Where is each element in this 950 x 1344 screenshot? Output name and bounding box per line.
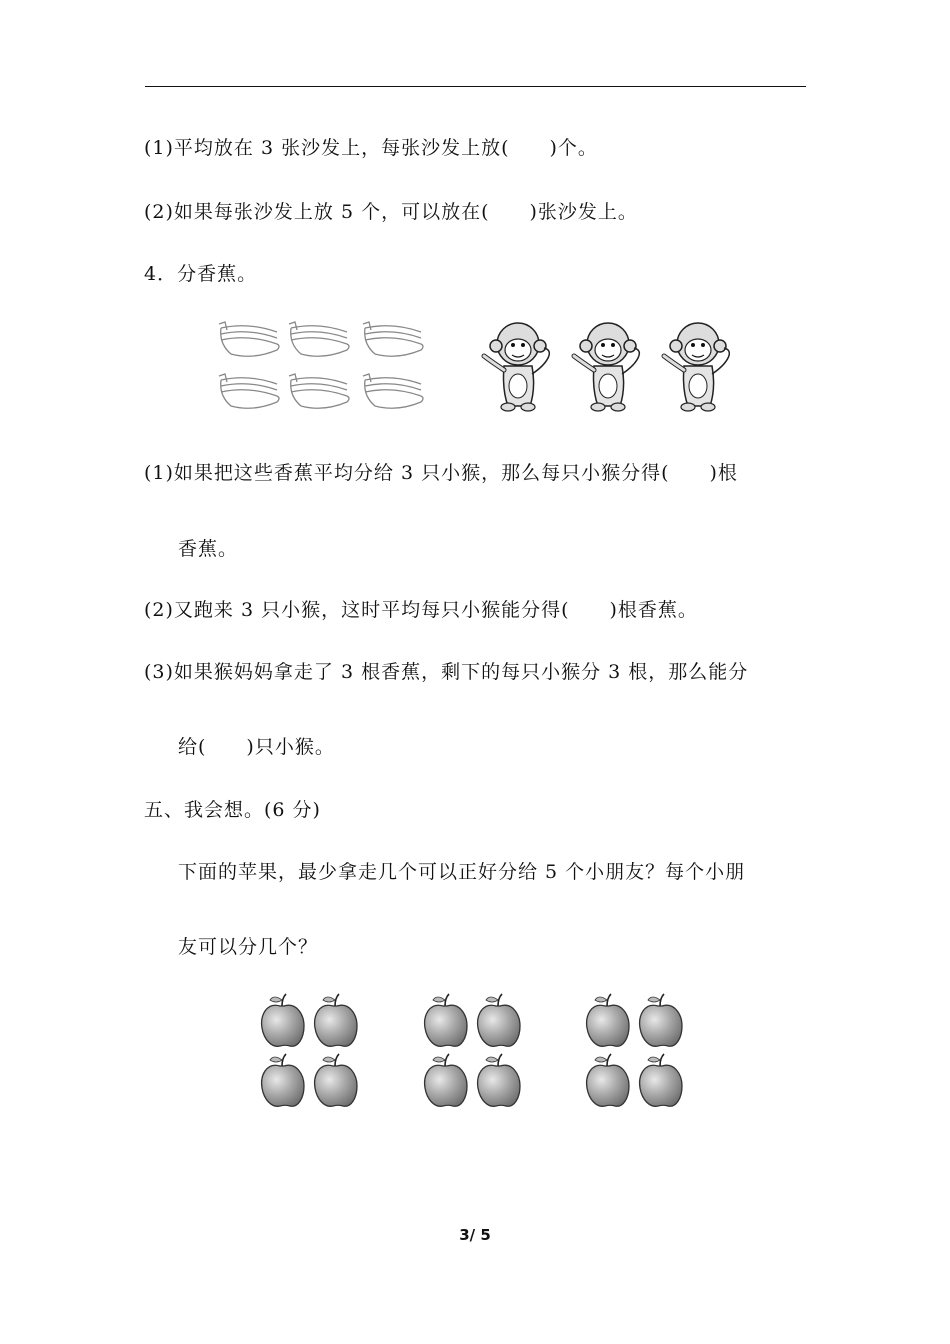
banana-bunches-image [215,316,430,416]
apple [425,1054,467,1106]
apple [478,994,520,1046]
monkey [574,323,639,411]
monkeys-image [478,316,748,416]
header-rule [145,86,806,87]
section5-title: 五、我会想。(6 分) [144,799,321,821]
q4-part1-line1: (1)如果把这些香蕉平均分给 3 只小猴，那么每只小猴分得( )根 [144,462,738,484]
banana-bunch [219,322,279,356]
apple [262,994,304,1046]
q3-part2: (2)如果每张沙发上放 5 个，可以放在( )张沙发上。 [144,201,638,223]
section5-question-line1: 下面的苹果，最少拿走几个可以正好分给 5 个小朋友？每个小朋 [178,861,746,883]
monkey [664,323,729,411]
apple [478,1054,520,1106]
apples-image [255,990,705,1110]
q3-part1: (1)平均放在 3 张沙发上，每张沙发上放( )个。 [144,137,598,159]
q4-part3-line2: 给( )只小猴。 [178,736,335,758]
q4-part3-line1: (3)如果猴妈妈拿走了 3 根香蕉，剩下的每只小猴分 3 根，那么能分 [144,661,749,683]
q4-part1-line2: 香蕉。 [178,538,239,560]
apple [640,1054,682,1106]
apple [587,994,629,1046]
banana-bunch [363,374,423,408]
apple [425,994,467,1046]
banana-bunch [289,322,349,356]
banana-bunch [289,374,349,408]
apple [315,994,357,1046]
page-number: 3/ 5 [459,1226,491,1244]
apple [315,1054,357,1106]
banana-bunch [219,374,279,408]
apple [587,1054,629,1106]
q4-title: 4．分香蕉。 [144,263,258,285]
section5-question-line2: 友可以分几个？ [178,936,319,958]
banana-bunch [363,322,423,356]
apple [640,994,682,1046]
apple [262,1054,304,1106]
monkey [484,323,549,411]
q4-part2: (2)又跑来 3 只小猴，这时平均每只小猴能分得( )根香蕉。 [144,599,698,621]
